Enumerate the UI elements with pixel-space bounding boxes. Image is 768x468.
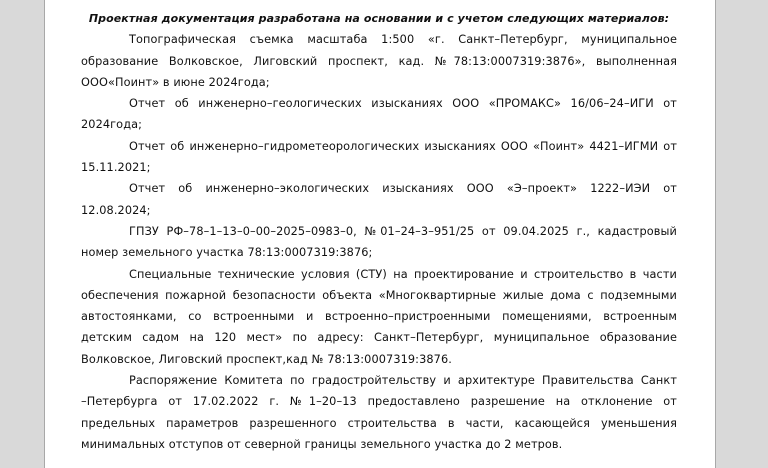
paragraph-line: Волковское, Лиговский проспект,кад № 78:13:0007319:3876.	[81, 352, 452, 366]
document-heading: Проектная документация разработана на основании и с учетом следующих материалов:	[88, 12, 670, 25]
paragraph-line: Специальные технические условия (СТУ) на проектирование и строительство в части	[129, 267, 677, 281]
paragraph-line: –Петербурга от 17.02.2022 г. №1–20–13 предоставлено разрешение на отклонение от	[81, 395, 677, 409]
paragraph-line: образование Волковское, Лиговский проспект, кад. №78:13:0007319:3876», выполненная	[81, 54, 677, 68]
paragraph-line: Топографическая съемка масштаба 1:500 «г. Санкт–Петербург, муниципальное	[129, 33, 677, 47]
paragraph-line: Отчет об инженерно–гидрометеорологических изысканиях ООО «Поинт» 4421–ИГМИ от	[129, 139, 677, 153]
paragraph-line: Отчет об инженерно–экологических изысканиях ООО «Э–проект» 1222–ИЭИ от	[129, 182, 677, 196]
right-margin	[716, 0, 768, 468]
paragraph-line: ГПЗУ РФ–78–1–13–0–00–2025–0983–0, №01–24–3–951/25 от 09.04.2025 г., кадастровый	[129, 224, 677, 238]
document-page	[44, 0, 716, 468]
paragraph-line: ООО«Поинт» в июне 2024года;	[81, 75, 270, 89]
paragraph-line: Отчет об инженерно–геологических изысканиях ООО «ПРОМАКС» 16/06–24–ИГИ от	[129, 97, 677, 111]
paragraph-list	[81, 29, 677, 455]
paragraph-line: обеспечения пожарной безопасности объекта «Многоквартирные жилые дома с подземными	[81, 288, 677, 302]
paragraph-line: Распоряжение Комитета по градостройтельству и архитектуре Правительства Санкт	[129, 374, 677, 388]
paragraph-line: 2024года;	[81, 118, 143, 132]
paragraph-line: минимальных отступов от северной границы земельного участка до 2 метров.	[81, 437, 563, 451]
paragraph-line: 15.11.2021;	[81, 161, 151, 175]
paragraph-line: детским садом на 120 мест» по адресу: Санкт–Петербург, муниципальное образование	[81, 331, 677, 345]
paragraph-line: номер земельного участка 78:13:0007319:3876;	[81, 246, 373, 260]
document-body	[81, 8, 677, 455]
paragraph-line: автостоянками, со встроенными и встроенно–пристроенными помещениями, встроенным	[81, 310, 677, 324]
paragraph-line: 12.08.2024;	[81, 203, 151, 217]
paragraph-line: предельных параметров разрешенного строительства в части, касающейся уменьшения	[81, 416, 677, 430]
